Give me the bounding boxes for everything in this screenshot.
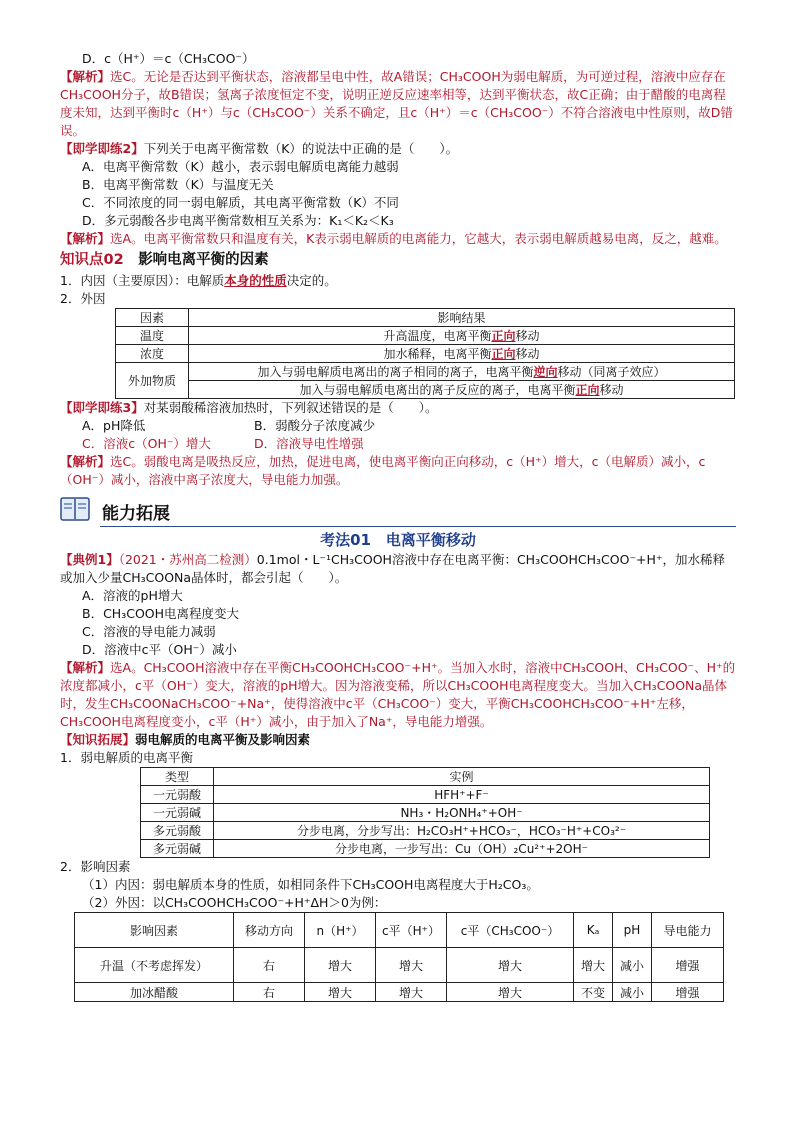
example-text: 0.1mol・L⁻¹CH₃COOH溶液中存在电离平衡：CH₃COOHCH₃COO⁻+H⁺，加水稀释或加入少量CH₃COONa晶体时，都会引起（ ）。 <box>60 552 726 585</box>
table-header: 导电能力 <box>652 913 724 948</box>
table-cell: 浓度 <box>116 345 189 363</box>
option-b: B．弱酸分子浓度减少 <box>254 418 376 433</box>
table-header: c平（H⁺） <box>376 913 447 948</box>
cell-key: 正向 <box>491 347 516 361</box>
table-cell: 右 <box>234 983 305 1002</box>
table-cell: 不变 <box>574 983 613 1002</box>
external-cause: 2．外因 <box>60 291 106 306</box>
internal-cause <box>60 272 736 290</box>
analysis-example <box>60 659 736 731</box>
table-header: 影响结果 <box>189 309 735 327</box>
option-b: B．电离平衡常数（K）与温度无关 <box>82 177 274 192</box>
book-icon <box>60 495 90 523</box>
internal-cause-key: 本身的性质 <box>224 273 287 288</box>
analysis-tag: 【解析】 <box>60 454 111 469</box>
knowledge-point-number: 知识点02 <box>60 252 124 268</box>
table-header: 影响因素 <box>75 913 234 948</box>
cell-text: 移动 <box>515 329 540 343</box>
table-cell: 增强 <box>652 948 724 983</box>
option-a: A．电离平衡常数（K）越小，表示弱电解质电离能力越弱 <box>82 159 399 174</box>
extension-sub-1: 1．弱电解质的电离平衡 <box>60 750 193 765</box>
cell-text: 移动 <box>599 383 624 397</box>
table-cell: 一元弱碱 <box>141 804 214 822</box>
table-cell: 增大 <box>376 948 447 983</box>
table-cell: 外加物质 <box>116 363 189 399</box>
table-cell: NH₃・H₂ONH₄⁺+OH⁻ <box>214 804 710 822</box>
influence-table <box>74 912 724 1002</box>
example-source: （2021・苏州高二检测） <box>118 552 257 567</box>
section-underline <box>100 526 736 527</box>
table-cell: 增大 <box>447 983 574 1002</box>
cell-text: 移动（同离子效应） <box>557 365 666 379</box>
extension-title: 弱电解质的电离平衡及影响因素 <box>135 732 311 747</box>
cell-text: 升高温度，电离平衡 <box>383 329 492 343</box>
table-cell <box>189 345 735 363</box>
option-b: B．CH₃COOH电离程度变大 <box>82 606 240 621</box>
table-cell: 多元弱碱 <box>141 840 214 858</box>
question-text: 对某弱酸稀溶液加热时，下列叙述错误的是（ ）。 <box>143 400 438 415</box>
option-d: D．溶液导电性增强 <box>254 436 364 451</box>
knowledge-point-title: 影响电离平衡的因素 <box>138 252 269 268</box>
table-header: 类型 <box>141 768 214 786</box>
table-cell: HFH⁺+F⁻ <box>214 786 710 804</box>
method-heading: 考法01 电离平衡移动 <box>320 531 476 549</box>
options-ab <box>60 417 736 435</box>
analysis-tag: 【解析】 <box>60 69 111 84</box>
internal-cause-end: 决定的。 <box>286 273 337 288</box>
table-cell <box>189 363 735 381</box>
table-cell <box>189 381 735 399</box>
cell-key: 正向 <box>575 383 600 397</box>
table-cell: 减小 <box>613 948 652 983</box>
analysis-text: 选A。电离平衡常数只和温度有关，K表示弱电解质的电离能力，它越大，表示弱电解质越易电离，反之，越难。 <box>110 231 727 246</box>
option-d-line: D．c（H⁺）＝c（CH₃COO⁻） <box>82 51 255 66</box>
extension-tag: 【知识拓展】 <box>60 732 136 747</box>
table-cell <box>189 327 735 345</box>
cell-text: 加入与弱电解质电离出的离子反应的离子，电离平衡 <box>299 383 576 397</box>
section-banner <box>60 493 736 527</box>
extension-sub-2: 2．影响因素 <box>60 859 131 874</box>
table-cell: 减小 <box>613 983 652 1002</box>
external-factor: （2）外因：以CH₃COOHCH₃COO⁻+H⁺ΔH＞0为例： <box>82 895 387 910</box>
table-cell: 一元弱酸 <box>141 786 214 804</box>
internal-cause-text: 1．内因（主要原因）：电解质 <box>60 273 225 288</box>
table-cell: 增强 <box>652 983 724 1002</box>
table-header: 实例 <box>214 768 710 786</box>
table-header: 因素 <box>116 309 189 327</box>
analysis-tag: 【解析】 <box>60 231 111 246</box>
table-cell: 增大 <box>305 948 376 983</box>
table-cell: 增大 <box>574 948 613 983</box>
table-header: c平（CH₃COO⁻） <box>447 913 574 948</box>
example-tag: 【典例1】 <box>60 552 119 567</box>
table-cell: 温度 <box>116 327 189 345</box>
practice-2-question <box>60 140 736 158</box>
ionization-table <box>140 767 710 858</box>
cell-key: 正向 <box>491 329 516 343</box>
cell-text: 加入与弱电解质电离出的离子相同的离子，电离平衡 <box>257 365 534 379</box>
practice-3-question <box>60 399 736 417</box>
table-header: n（H⁺） <box>305 913 376 948</box>
table-cell: 加冰醋酸 <box>75 983 234 1002</box>
option-c: C．溶液的导电能力减弱 <box>82 624 216 639</box>
option-c: C．不同浓度的同一弱电解质，其电离平衡常数（K）不同 <box>82 195 399 210</box>
cell-text: 移动 <box>515 347 540 361</box>
option-c: C．溶液c（OH⁻）增大 <box>82 436 211 451</box>
analysis-3 <box>60 453 736 489</box>
option-a: A．溶液的pH增大 <box>82 588 183 603</box>
factors-table <box>115 308 735 399</box>
table-cell: 分步电离，分步写出：H₂CO₃H⁺+HCO₃⁻，HCO₃⁻H⁺+CO₃²⁻ <box>214 822 710 840</box>
option-d: D．多元弱酸各步电离平衡常数相互关系为：K₁＜K₂＜K₃ <box>82 213 394 228</box>
cell-text: 加水稀释，电离平衡 <box>383 347 492 361</box>
options-cd <box>60 435 736 453</box>
knowledge-extension <box>60 731 736 749</box>
analysis-text: 选A。CH₃COOH溶液中存在平衡CH₃COOHCH₃COO⁻+H⁺。当加入水时，溶液中CH₃COOH、CH₃COO⁻、H⁺的浓度都减小，c平（OH⁻）变大，溶液的pH增大。因为溶液变稀，所以CH₃COOH电离程度变大。当加入CH₃COONa晶体时，发生CH₃COONaCH₃COO⁻+Na⁺，使得溶液中c平（CH₃COO⁻）变大，平衡CH₃COOHCH₃COO⁻+H⁺左移，CH₃COOH电离程度变小，c平（H⁺）减小，由于加入了Na⁺，导电能力增强。 <box>60 660 736 729</box>
table-cell: 右 <box>234 948 305 983</box>
cell-key: 逆向 <box>533 365 558 379</box>
section-title: 能力拓展 <box>102 504 170 524</box>
option-a: A．pH降低 <box>82 418 146 433</box>
document-page <box>60 50 736 1002</box>
table-cell: 分步电离，一步写出：Cu（OH）₂Cu²⁺+2OH⁻ <box>214 840 710 858</box>
practice-tag: 【即学即练2】 <box>60 141 144 156</box>
table-header: Kₐ <box>574 913 613 948</box>
table-cell: 多元弱酸 <box>141 822 214 840</box>
analysis-2 <box>60 230 736 248</box>
table-cell: 增大 <box>376 983 447 1002</box>
table-cell: 增大 <box>447 948 574 983</box>
analysis-text: 选C。无论是否达到平衡状态，溶液都呈电中性，故A错误；CH₃COOH为弱电解质，为可逆过程，溶液中应存在CH₃COOH分子，故B错误；氢离子浓度恒定不变，说明正逆反应速率相等，达到平衡状态，故C正确；由于醋酸的电离程度未知，达到平衡时c（H⁺）与c（CH₃COO⁻）关系不确定，且c（H⁺）＝c（CH₃COO⁻）不符合溶液电中性原则，故D错误。 <box>60 69 733 138</box>
internal-factor: （1）内因：弱电解质本身的性质，如相同条件下CH₃COOH电离程度大于H₂CO₃。 <box>82 877 539 892</box>
analysis-1 <box>60 68 736 140</box>
option-d: D．溶液中c平（OH⁻）减小 <box>82 642 237 657</box>
knowledge-point-heading <box>60 250 736 270</box>
table-cell: 增大 <box>305 983 376 1002</box>
question-text: 下列关于电离平衡常数（K）的说法中正确的是（ ）。 <box>143 141 459 156</box>
practice-tag: 【即学即练3】 <box>60 400 144 415</box>
analysis-text: 选C。弱酸电离是吸热反应，加热，促进电离，使电离平衡向正向移动，c（H⁺）增大，c（电解质）减小，c（OH⁻）减小，溶液中离子浓度大，导电能力加强。 <box>60 454 706 487</box>
table-cell: 升温（不考虑挥发） <box>75 948 234 983</box>
table-header: pH <box>613 913 652 948</box>
table-header: 移动方向 <box>234 913 305 948</box>
example-1 <box>60 551 736 587</box>
analysis-tag: 【解析】 <box>60 660 111 675</box>
